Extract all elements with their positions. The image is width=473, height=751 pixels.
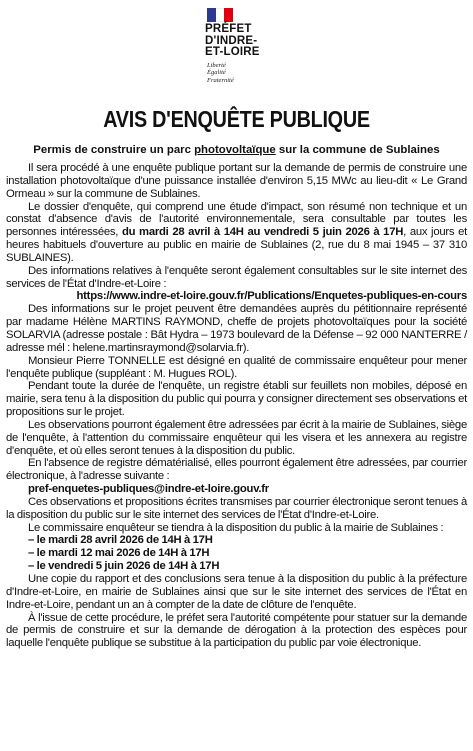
page-title: AVIS D'ENQUÊTE PUBLIQUE: [103, 106, 370, 132]
list-item: – le mardi 12 mai 2026 de 14H à 17H: [28, 547, 210, 560]
paragraph-register: Pendant toute la durée de l'enquête, un registre établi sur feuillets non mobiles, déposé en mairie, sera tenu à la disposition du public qui pourra y consigner directement ses observations et propositions sur le projet.: [6, 380, 467, 419]
paragraph-commissioner: Monsieur Pierre TONNELLE est désigné en qualité de commissaire enquêteur pour mener l'enquête publique (suppléant : M. Hugues ROL).: [6, 354, 467, 380]
paragraph-email-availability: Ces observations et propositions écrites transmises par courrier électronique seront tenues à la disposition du public sur le site internet des services de l'État d'Indre-et-Loire.: [6, 495, 467, 521]
paragraph-email-observations: En l'absence de registre dématérialisé, elles pourront également être adressées, par courrier électronique, à l'adresse suivante :: [6, 457, 467, 483]
paragraph-written-observations: Les observations pourront également être adressées par écrit à la mairie de Sublaines, siège de l'enquête, à l'attention du commissaire enquêteur qui les visera et les annexera au registre d'enquête, et où elles seront tenues à la disposition du public.: [6, 418, 467, 457]
paragraph-dossier: Le dossier d'enquête, qui comprend une étude d'impact, son résumé non technique et un constat d'absence d'avis de l'autorité environnementale, sera consultable par toutes les personnes intéressées, du mardi 28 avril à 14H au vendredi 5 juin 2026 à 17H, aux jours et heures habituels d'ouverture au public en mairie de Sublaines (2, rue du 8 mai 1945 – 37 310 SUBLAINES).: [6, 200, 467, 264]
prefecture-logo: [193, 8, 293, 84]
notice-body: [6, 162, 467, 650]
prefet-name: PRÉFET D'INDRE- ET-LOIRE: [205, 23, 260, 58]
paragraph-website-info: Des informations relatives à l'enquête seront également consultables sur le site internet des services de l'État d'Indre-et-Loire :: [6, 264, 467, 290]
paragraph-decision: À l'issue de cette procédure, le préfet sera l'autorité compétente pour statuer sur la demande de permis de construire et sur la demande de dérogation à la protection des espèces pour laquelle l'enquête publique se substitue à la participation du public par voie électronique.: [6, 611, 467, 650]
prefecture-website-link[interactable]: https://www.indre-et-loire.gouv.fr/Publications/Enquetes-publiques-en-cours: [76, 290, 467, 303]
list-item: – le mardi 28 avril 2026 de 14H à 17H: [28, 534, 213, 547]
enquiry-email-link[interactable]: pref-enquetes-publiques@indre-et-loire.gouv.fr: [28, 483, 269, 496]
republic-motto: Liberté Égalité Fraternité: [207, 61, 234, 84]
notice-subtitle: Permis de construire un parc photovoltaïque sur la commune de Sublaines: [33, 144, 440, 156]
french-flag-icon: [207, 8, 233, 22]
paragraph-petitioner: Des informations sur le projet peuvent être demandées auprès du pétitionnaire représenté par madame Hélène MARTINS RAYMOND, cheffe de projets photovoltaïques pour la société SOLARVIA (adresse postale : Bât Hydra – 1973 boulevard de la Défense – 92 000 NANTERRE / adresse mél : helene.martinsraymond@solarvia.fr).: [6, 303, 467, 354]
list-item: – le vendredi 5 juin 2026 de 14H à 17H: [28, 560, 220, 573]
paragraph-project: Il sera procédé à une enquête publique portant sur la demande de permis de construire une installation photovoltaïque d'une puissance installée d'environ 5,15 MWc au lieu-dit « Le Grand Ormeau » sur la commune de Sublaines.: [6, 162, 467, 200]
paragraph-permanences: Le commissaire enquêteur se tiendra à la disposition du public à la mairie de Sublaines :: [28, 521, 444, 534]
paragraph-report-copy: Une copie du rapport et des conclusions sera tenue à la disposition du public à la préfecture d'Indre-et-Loire, en mairie de Sublaines ainsi que sur le site internet des services de l'État en Indre-et-Loire, pendant un an à compter de la date de clôture de l'enquête.: [6, 573, 467, 611]
permanence-dates: [6, 534, 467, 573]
